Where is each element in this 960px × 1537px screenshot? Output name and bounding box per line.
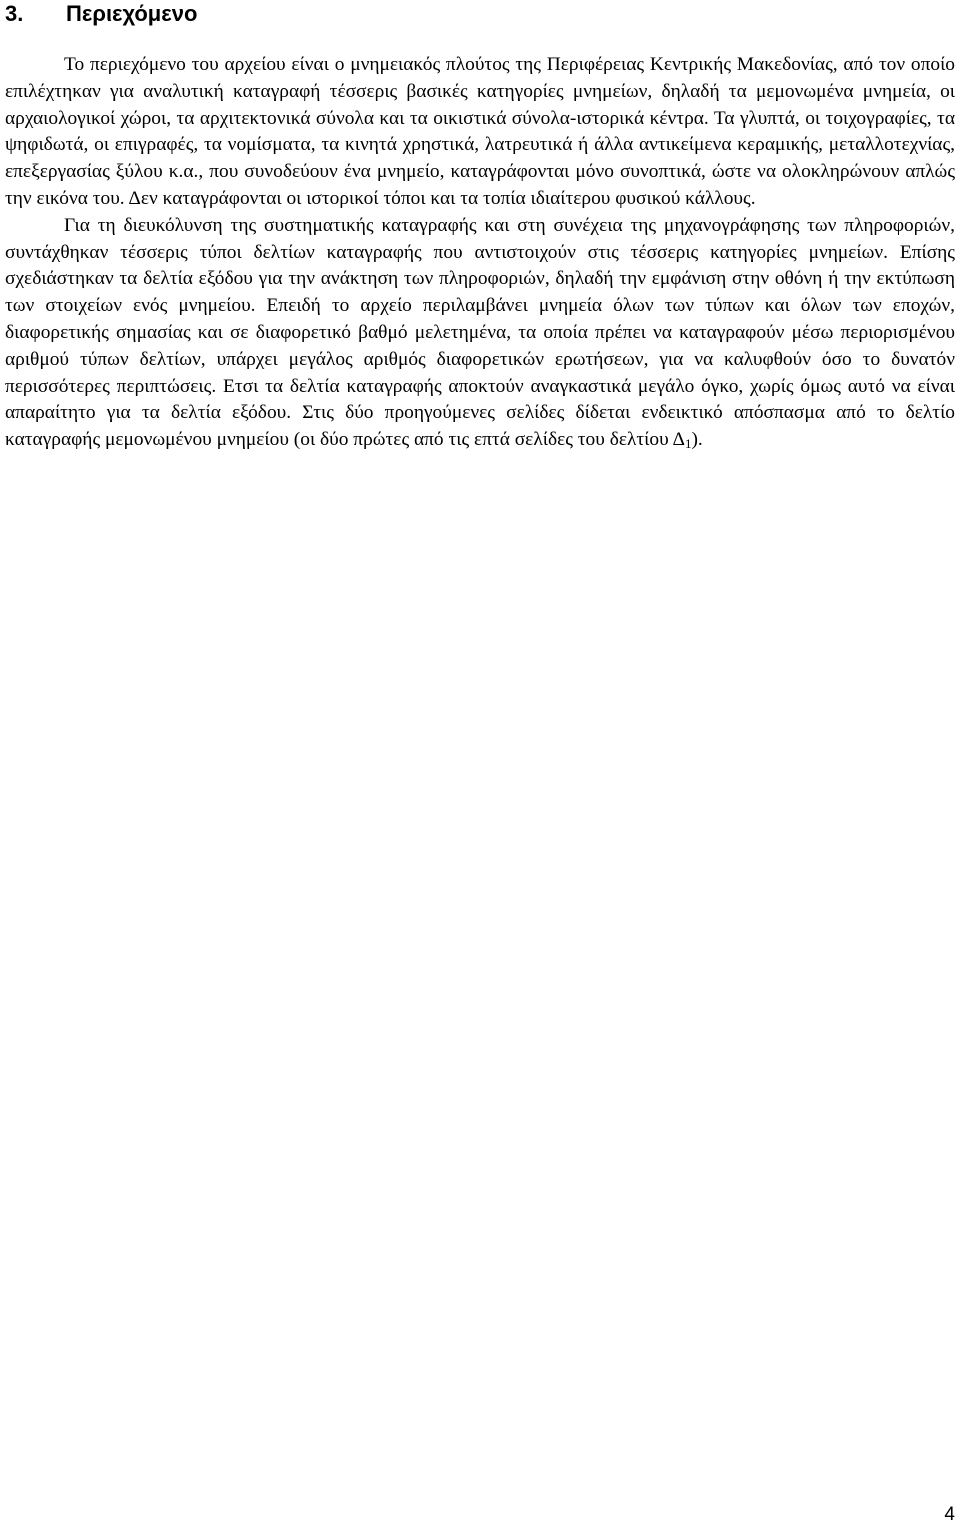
- section-number: 3.: [5, 1, 24, 26]
- section-title: Περιεχόμενο: [66, 1, 198, 26]
- form-code-subscript: 1: [684, 436, 692, 452]
- paragraph-2-text: Για τη διευκόλυνση της συστηματικής καταγραφής και στη συνέχεια της μηχανογράφησης των πληροφοριών, συντάχθηκαν τέσσερις τύποι δελτίων καταγραφής που αντιστοιχούν στις τέσσερις κατηγορίες μνημείων. Επίσης σχεδιάστηκαν τα δελτία εξόδου για την ανάκτηση των πληροφοριών, δηλαδή την εμφάνιση στην οθόνη ή την εκτύπωση των στοιχείων ενός μνημείου. Επειδή το αρχείο περιλαμβάνει μνημεία όλων των τύπων και όλων των εποχών, διαφορετικής σημασίας και σε διαφορετικό βαθμό μελετημένα, τα οποία πρέπει να καταγραφούν μέσω περιορισμένου αριθμού τύπων δελτίων, υπάρχει μεγάλος αριθμός διαφορετικών ερωτήσεων, για να καλυφθούν όσο το δυνατόν περισσότερες περιπτώσεις. Ετσι τα δελτία καταγραφής αποκτούν αναγκαστικά μεγάλο όγκο, χωρίς όμως αυτό να είναι απαραίτητο για τα δελτία εξόδου. Στις δύο προηγούμενες σελίδες δίδεται ενδεικτικό απόσπασμα από το δελτίο καταγραφής μεμονωμένου μνημείου (οι δύο πρώτες από τις επτά σελίδες του δελτίου: [5, 214, 955, 451]
- paragraph-2: [5, 213, 955, 458]
- form-code-symbol: Δ: [672, 429, 685, 451]
- paragraph-1-text: Το περιεχόμενο του αρχείου είναι ο μνημειακός πλούτος της Περιφέρειας Κεντρικής Μακεδονίας, από τον οποίο επιλέχτηκαν για αναλυτική καταγραφή τέσσερις βασικές κατηγορίες μνημείων, δηλαδή τα μεμονωμένα μνημεία, οι αρχαιολογικοί χώροι, τα αρχιτεκτονικά σύνολα και τα οικιστικά σύνολα-ιστορικά κέντρα. Τα γλυπτά, οι τοιχογραφίες, τα ψηφιδωτά, οι επιγραφές, τα νομίσματα, τα κινητά χρηστικά, λατρευτικά ή άλλα αντικείμενα κεραμικής, μεταλλοτεχνίας, επεξεργασίας ξύλου κ.α., που συνοδεύουν ένα μνημείο, καταγράφονται μόνο συνοπτικά, ώστε να ολοκληρώνουν απλώς την εικόνα του. Δεν καταγράφονται οι ιστορικοί τόποι και τα τοπία ιδιαίτερου φυσικού κάλλους.: [5, 54, 955, 209]
- paragraph-2-tail: ).: [691, 429, 703, 451]
- section-heading: [5, 0, 197, 28]
- page-number: 4: [944, 1504, 955, 1525]
- paragraph-1: [5, 52, 955, 213]
- section-body: [5, 52, 955, 458]
